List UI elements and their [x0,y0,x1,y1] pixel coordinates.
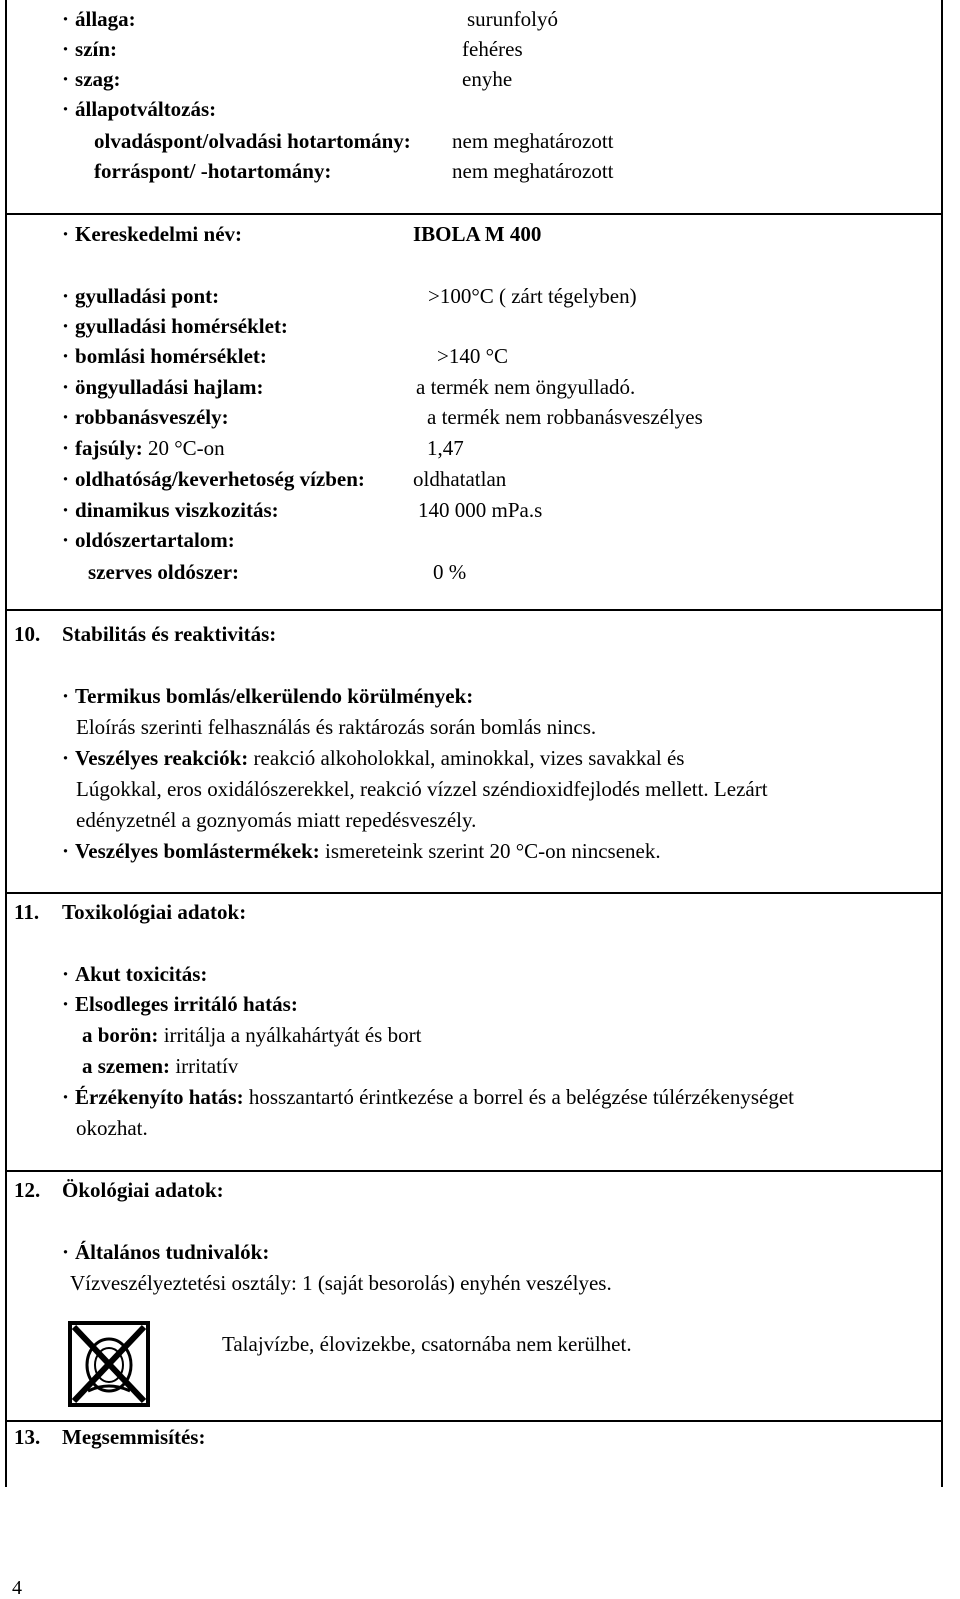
elsodleges-label: · Elsodleges irritáló hatás: [62,992,298,1016]
termikus-label: · Termikus bomlás/elkerülendo körülmények: [62,684,474,708]
akut-toxicitas-label: · Akut toxicitás: [62,962,208,986]
forraspont-value: nem meghatározott [452,159,614,183]
oldhatosag-label: · oldhatóság/keverhetoség vízben: [62,467,365,491]
divider-section-10 [5,609,943,611]
trade-name-label: · Kereskedelmi név: [62,222,243,246]
ongyulladasi-label: · öngyulladási hajlam: [62,375,264,399]
erzekenyito-text2: okozhat. [76,1116,148,1140]
left-border [5,0,7,1487]
divider-trade-name [5,213,943,215]
right-border [941,0,943,1487]
section-12-heading: 12. Ökológiai adatok: [14,1178,224,1202]
crossed-out-water-pictogram-icon [68,1321,150,1407]
szag-value: enyhe [462,67,513,91]
allapotvaltozas-label: · állapotváltozás: [62,97,217,121]
viszkozitas-label: · dinamikus viszkozitás: [62,498,279,522]
fajsuly-temperature: 20 °C-on [147,436,225,460]
altalanos-label: · Általános tudnivalók: [62,1240,270,1264]
allaga-label: · állaga: [62,7,136,31]
szemen-line: a szemen: irritatív [82,1054,239,1078]
bomlasi-homerseklet-value: >140 °C [437,344,508,368]
robbanas-label: · robbanásveszély: [62,405,229,429]
section-10-heading: 10. Stabilitás és reaktivitás: [14,622,277,646]
divider-section-13 [5,1420,943,1422]
robbanas-value: a termék nem robbanásveszélyes [427,405,703,429]
allaga-value: surunfolyó [467,7,558,31]
talajviz-text: Talajvízbe, élovizekbe, csatornába nem kerülhet. [222,1332,632,1356]
fajsuly-value: 1,47 [427,436,464,460]
szin-value: fehéres [462,37,523,61]
bomlasi-homerseklet-label: · bomlási homérséklet: [62,344,267,368]
oldhatosag-value: oldhatatlan [413,467,507,491]
page-number: 4 [12,1577,22,1599]
section-11-heading: 11. Toxikológiai adatok: [14,900,247,924]
erzekenyito-line: · Érzékenyíto hatás: hosszantartó érintkezése a borrel és a belégzése túlérzékenységet [62,1085,794,1109]
forraspont-label: forráspont/ -hotartomány: [94,159,332,183]
szerves-oldoszer-label: szerves oldószer: [88,560,240,584]
szerves-oldoszer-value: 0 % [433,560,467,584]
vizveszely-text: Vízveszélyeztetési osztály: 1 (saját besorolás) enyhén veszélyes. [70,1271,612,1295]
gyulladasi-pont-value: >100°C ( zárt tégelyben) [428,284,637,308]
bomlastermekek-line: · Veszélyes bomlástermékek: ismereteink szerint 20 °C-on nincsenek. [62,839,661,863]
szag-label: · szag: [62,67,121,91]
ongyulladasi-value: a termék nem öngyulladó. [416,375,636,399]
gyulladasi-pont-label: · gyulladási pont: [62,284,220,308]
veszelyes-reakciok-text3: edényzetnél a goznyomás miatt repedésveszély. [76,808,477,832]
olvadaspont-label: olvadáspont/olvadási hotartomány: [94,129,411,153]
fajsuly-label: · fajsúly: 20 °C-on [62,436,225,460]
szin-label: · szín: [62,37,118,61]
termikus-text: Eloírás szerinti felhasználás és raktározás során bomlás nincs. [76,715,597,739]
section-13-heading: 13. Megsemmisítés: [14,1425,206,1449]
viszkozitas-value: 140 000 mPa.s [418,498,543,522]
boron-line: a borön: irritálja a nyálkahártyát és bort [82,1023,422,1047]
divider-section-11 [5,892,943,894]
oldoszertartalom-label: · oldószertartalom: [62,528,235,552]
olvadaspont-value: nem meghatározott [452,129,614,153]
divider-section-12 [5,1170,943,1172]
trade-name-value: IBOLA M 400 [413,222,542,246]
gyulladasi-homerseklet-label: · gyulladási homérséklet: [62,314,288,338]
veszelyes-reakciok-text2: Lúgokkal, eros oxidálószerekkel, reakció vízzel széndioxidfejlodés mellett. Lezárt [76,777,768,801]
veszelyes-reakciok-line: · Veszélyes reakciók: reakció alkoholokkal, aminokkal, vizes savakkal és [62,746,685,770]
